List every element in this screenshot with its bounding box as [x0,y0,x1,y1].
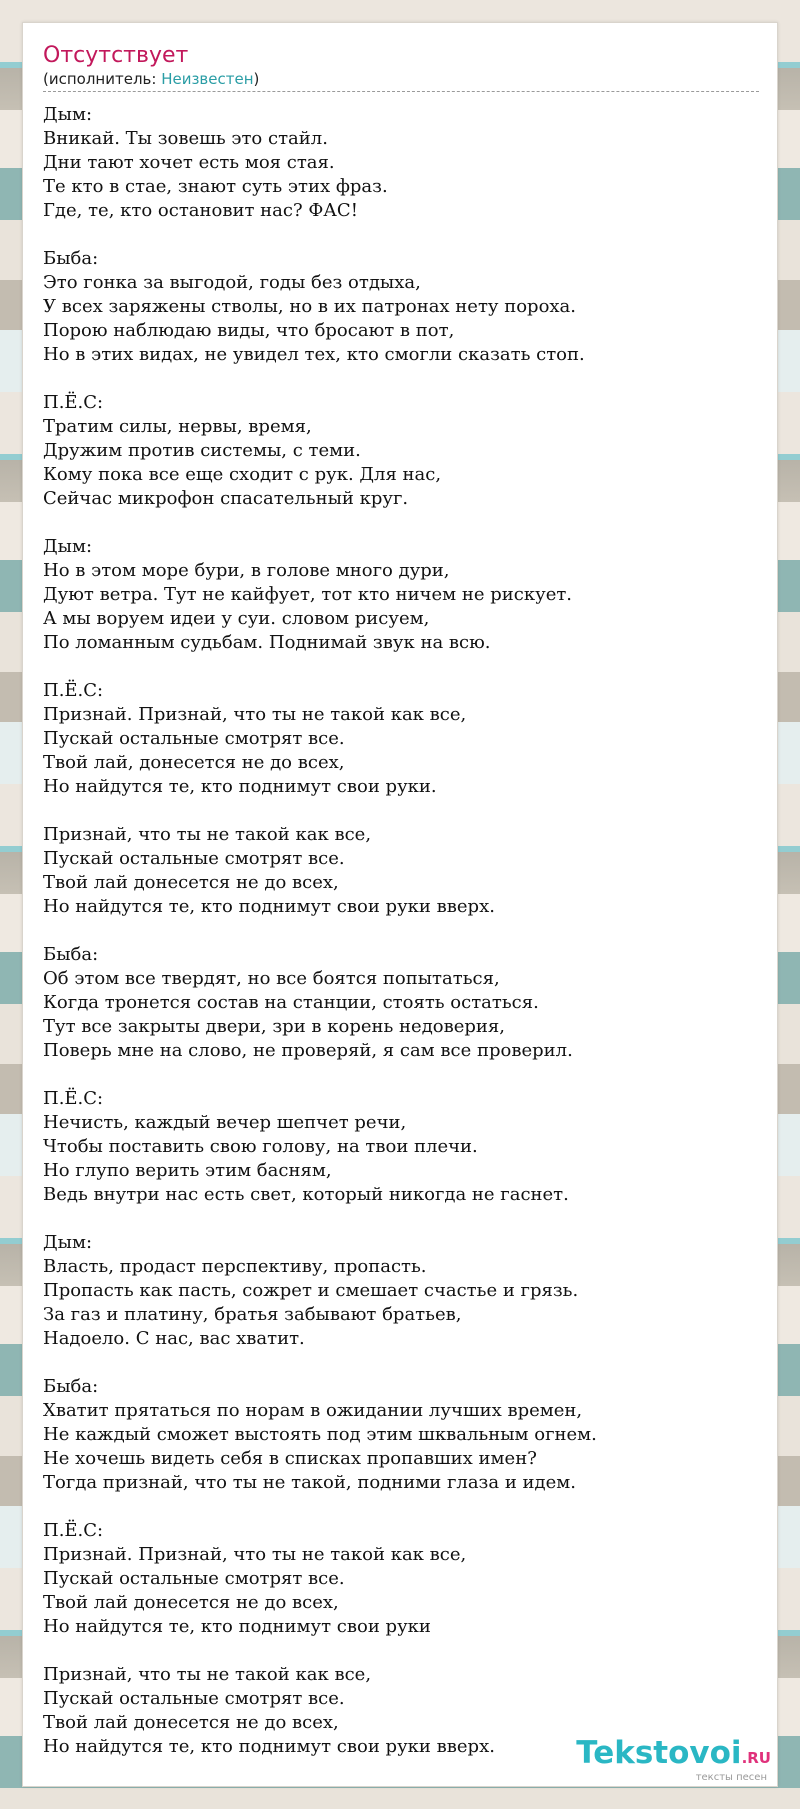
logo-domain: .RU [741,1749,771,1767]
lyrics-line: Быба: [43,1376,99,1397]
lyrics-stanza [43,943,759,1063]
lyrics-stanza [43,535,759,655]
lyrics-line: Но в этом море бури, в голове много дури, [43,560,450,581]
lyrics-body [43,103,759,1759]
lyrics-line: Пускай остальные смотрят все. [43,1688,345,1709]
lyrics-line: Дни тают хочет есть моя стая. [43,152,335,173]
lyrics-stanza [43,103,759,223]
artist-prefix: (исполнитель: [43,70,162,88]
lyrics-line: Те кто в стае, знают суть этих фраз. [43,176,388,197]
lyrics-stanza [43,1087,759,1207]
lyrics-line: Признай, что ты не такой как все, [43,1664,372,1685]
artist-link[interactable]: Неизвестен [161,70,254,88]
lyrics-line: Дуют ветра. Тут не кайфует, тот кто ничем не рискует. [43,584,573,605]
lyrics-line: Твой лай донесется не до всех, [43,1592,339,1613]
lyrics-line: А мы воруем идеи у суи. словом рисуем, [43,608,430,629]
lyrics-line: Поверь мне на слово, не проверяй, я сам все проверил. [43,1040,573,1061]
lyrics-line: Быба: [43,944,99,965]
lyrics-line: Твой лай донесется не до всех, [43,1712,339,1733]
lyrics-stanza [43,1231,759,1351]
lyrics-line: Об этом все твердят, но все боятся попытаться, [43,968,500,989]
lyrics-line: Но найдутся те, кто поднимут свои руки [43,1616,431,1637]
lyrics-line: П.Ё.С: [43,1520,104,1541]
logo-tagline: тексты песен [695,1772,767,1783]
lyrics-line: Кому пока все еще сходит с рук. Для нас, [43,464,442,485]
lyrics-line: По ломанным судьбам. Поднимай звук на всю. [43,632,491,653]
lyrics-line: Ведь внутри нас есть свет, который никогда не гаснет. [43,1184,569,1205]
lyrics-line: Дым: [43,104,93,125]
lyrics-line: Но найдутся те, кто поднимут свои руки. [43,776,437,797]
lyrics-line: П.Ё.С: [43,680,104,701]
lyrics-line: Это гонка за выгодой, годы без отдыха, [43,272,421,293]
site-logo[interactable] [576,1737,771,1784]
lyrics-card [22,22,778,1787]
lyrics-line: Когда тронется состав на станции, стоять остаться. [43,992,539,1013]
lyrics-line: Хватит прятаться по норам в ожидании лучших времен, [43,1400,583,1421]
lyrics-line: Пускай остальные смотрят все. [43,728,345,749]
lyrics-stanza [43,679,759,799]
lyrics-stanza [43,1375,759,1495]
lyrics-stanza [43,391,759,511]
lyrics-line: Тут все закрыты двери, зри в корень недоверия, [43,1016,505,1037]
artist-suffix: ) [253,70,260,88]
lyrics-line: Надоело. С нас, вас хватит. [43,1328,305,1349]
lyrics-line: Пускай остальные смотрят все. [43,1568,345,1589]
lyrics-line: Признай, что ты не такой как все, [43,824,372,845]
lyrics-line: Но в этих видах, не увидел тех, кто смогли сказать стоп. [43,344,585,365]
lyrics-line: Дым: [43,1232,93,1253]
lyrics-line: Сейчас микрофон спасательный круг. [43,488,409,509]
lyrics-line: Нечисть, каждый вечер шепчет речи, [43,1112,407,1133]
lyrics-stanza [43,823,759,919]
song-title: Отсутствует [43,43,189,68]
lyrics-line: Но найдутся те, кто поднимут свои руки вверх. [43,1736,495,1757]
lyrics-line: Но глупо верить этим басням, [43,1160,332,1181]
logo-text: Tekstovoi [576,1735,742,1771]
lyrics-line: Дым: [43,536,93,557]
lyrics-line: Пропасть как пасть, сожрет и смешает счастье и грязь. [43,1280,579,1301]
lyrics-line: Быба: [43,248,99,269]
lyrics-line: Чтобы поставить свою голову, на твои плечи. [43,1136,478,1157]
lyrics-line: У всех заряжены стволы, но в их патронах нету пороха. [43,296,577,317]
lyrics-line: Где, те, кто остановит нас? ФАС! [43,200,358,221]
lyrics-line: Признай. Признай, что ты не такой как все, [43,704,467,725]
lyrics-line: Не каждый сможет выстоять под этим шквальным огнем. [43,1424,597,1445]
lyrics-line: Тогда признай, что ты не такой, подними глаза и идем. [43,1472,576,1493]
artist-line [43,69,759,89]
lyrics-line: Дружим против системы, с теми. [43,440,361,461]
lyrics-line: Власть, продаст перспективу, пропасть. [43,1256,427,1277]
lyrics-line: За газ и платину, братья забывают братьев, [43,1304,462,1325]
lyrics-line: Твой лай донесется не до всех, [43,872,339,893]
lyrics-stanza [43,1519,759,1639]
lyrics-line: Но найдутся те, кто поднимут свои руки вверх. [43,896,495,917]
lyrics-line: П.Ё.С: [43,1088,104,1109]
lyrics-line: Признай. Признай, что ты не такой как все, [43,1544,467,1565]
lyrics-line: Пускай остальные смотрят все. [43,848,345,869]
lyrics-line: Не хочешь видеть себя в списках пропавших имен? [43,1448,537,1469]
lyrics-line: Вникай. Ты зовешь это стайл. [43,128,328,149]
lyrics-line: Твой лай, донесется не до всех, [43,752,345,773]
song-header [43,43,759,92]
lyrics-line: Тратим силы, нервы, время, [43,416,312,437]
lyrics-line: Порою наблюдаю виды, что бросают в пот, [43,320,455,341]
lyrics-stanza [43,247,759,367]
lyrics-line: П.Ё.С: [43,392,104,413]
